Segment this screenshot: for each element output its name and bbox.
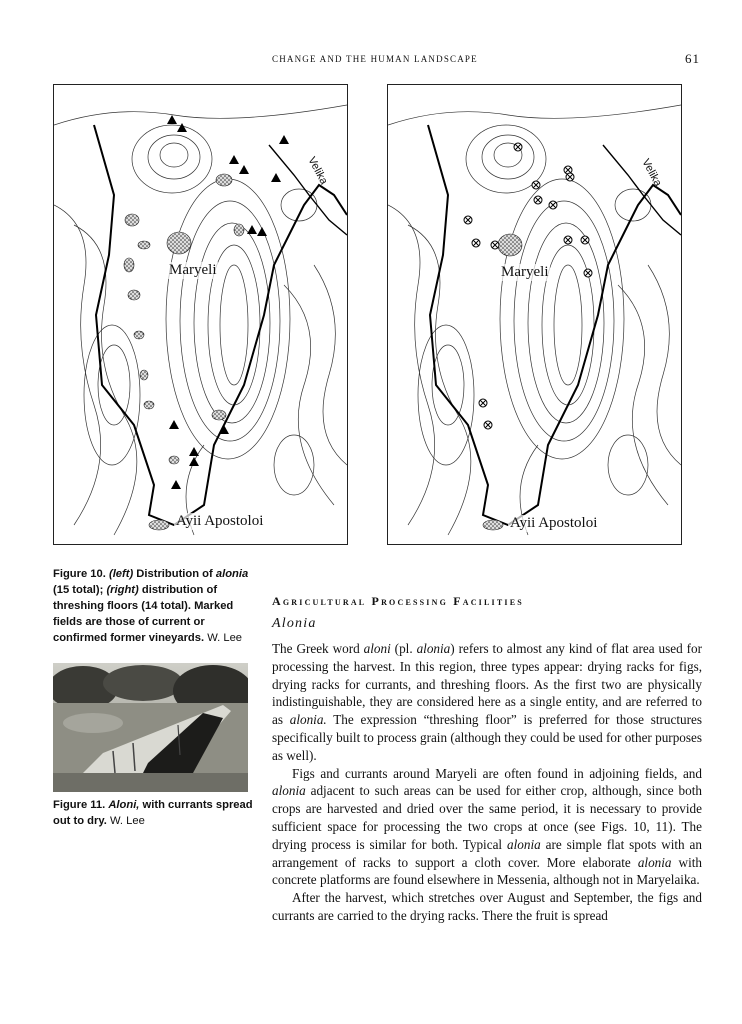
caption-text: with currants spread out to dry. — [53, 799, 253, 827]
figure-11-photo — [53, 663, 248, 792]
place-label-ayii-apostoloi: Ayii Apostoloi — [510, 515, 598, 531]
caption-text: distribution of threshing floors (14 total). Marked fields are those of current or confirmed former vineyards. — [53, 584, 234, 644]
place-label-ayii-apostoloi: Ayii Apostoloi — [176, 513, 264, 529]
term: alonia — [416, 641, 451, 656]
figure-10-caption — [53, 566, 253, 646]
caption-credit: W. Lee — [204, 632, 243, 644]
caption-text: (15 total); — [53, 584, 107, 596]
vineyard-fields — [124, 174, 244, 530]
caption-term: Aloni, — [108, 799, 140, 811]
contour-map-right — [388, 85, 681, 544]
paragraph-3: After the harvest, which stretches over August and September, the figs and currants are carried to the drying racks. There the fruit is spread — [272, 890, 702, 923]
river-label-velika: Velika — [305, 155, 330, 187]
section-heading: Agricultural Processing Facilities — [272, 594, 524, 608]
figure-10-label: Figure 10. — [53, 568, 106, 580]
caption-credit: W. Lee — [106, 815, 145, 827]
text-run: are simple flat spots with an arrangement of racks to support a cloth cover. More elaborate — [272, 836, 702, 870]
term: aloni — [363, 641, 391, 656]
figure-11-caption — [53, 797, 253, 829]
place-label-maryeli: Maryeli — [169, 262, 217, 278]
parish-boundary — [428, 125, 681, 525]
contour-map-left — [54, 85, 347, 544]
caption-term: alonia — [215, 568, 249, 580]
caption-text: Distribution of — [133, 568, 216, 580]
currants-drying-photo — [53, 663, 248, 792]
place-label-maryeli: Maryeli — [501, 264, 549, 280]
term: alonia — [637, 854, 672, 870]
river — [603, 145, 681, 235]
aloni-markers — [167, 115, 289, 489]
body-text — [272, 640, 702, 925]
caption-right-tag: (right) — [106, 584, 139, 596]
caption-left-tag: (left) — [108, 568, 134, 580]
contour-lines — [54, 105, 347, 535]
text-run: with concrete platforms are found elsewhere in Messenia, although not in Maryelaika. — [272, 854, 702, 888]
term: alonia — [507, 836, 541, 852]
figure-11-label: Figure 11. — [53, 799, 109, 811]
term: alonia. — [289, 712, 327, 728]
running-head: CHANGE AND THE HUMAN LANDSCAPE — [272, 54, 478, 64]
text-run: (pl. — [390, 641, 417, 656]
term: alonia — [272, 783, 306, 799]
figure-10-left-map — [53, 84, 348, 545]
threshing-floor-markers — [464, 143, 592, 429]
page-number: 61 — [685, 51, 700, 66]
subheading: Alonia — [272, 616, 317, 631]
river-label-velika: Velika — [639, 157, 664, 189]
text-run: The Greek word — [272, 641, 364, 656]
paragraph-2 — [272, 765, 702, 890]
text-run: Figs and currants around Maryeli are often found in adjoining fields, and — [292, 765, 702, 781]
paragraph-1 — [272, 640, 702, 765]
text-run: The expression “threshing floor” is preferred for those structures specifically built to process grain (although they could be used for other purposes as well). — [272, 712, 702, 763]
text-run: adjacent to such areas can be used for either crop, although, since both crops are harvested and dried over the same period, it is necessary to provide sufficient space for processing the two crops at once (see Figs. 10, 11). The drying process is similar for both. Typical — [272, 783, 702, 852]
figure-10-right-map — [387, 84, 682, 545]
text-run: ) refers to almost any kind of flat area used for processing the harvest. In this region, three types appear: drying racks for figs, drying racks for currants, and threshing floors. As the first two are physically indistinguishable, they are considered here as a single entity, and are referred to as — [272, 641, 703, 728]
contour-lines — [388, 105, 681, 535]
